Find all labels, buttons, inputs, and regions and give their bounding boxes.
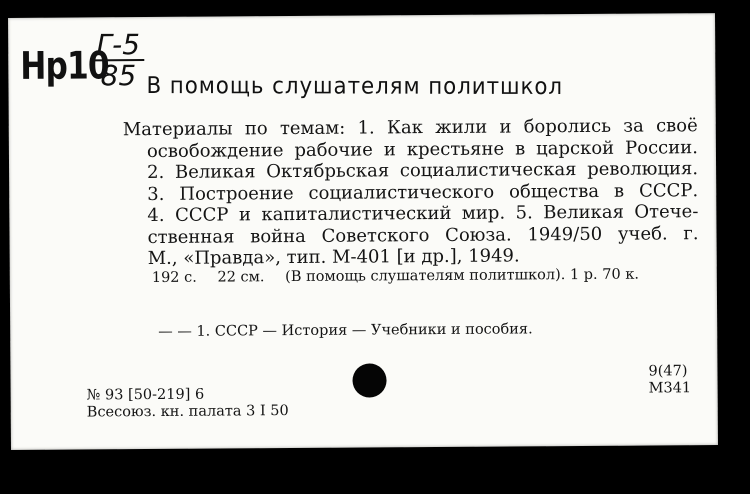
entry-line: ственная война Советского Союза. 1949/50 учеб. г. (147, 222, 699, 248)
card-punch-hole (352, 363, 386, 397)
footer-record-info (87, 386, 289, 421)
entry-line: 3. Построение социалистического общества в СССР. (147, 179, 699, 205)
subject-tracing: — — 1. СССР — История — Учебники и пособия. (158, 321, 533, 340)
record-number: № 93 [50-219] 6 (86, 386, 205, 404)
entry-line: Материалы по темам: 1. Как жили и боролись за своё (122, 115, 698, 141)
book-size: 22 см. (217, 269, 265, 286)
series-stamp: В помощь слушателям политшкол (146, 73, 564, 101)
entry-line: 4. СССР и капиталистический мир. 5. Великая Отече- (147, 201, 699, 227)
issuing-chamber: Всесоюз. кн. палата 3 I 50 (86, 403, 289, 421)
entry-line: 2. Великая Октябрьская социалистическая революция. (147, 158, 699, 184)
entry-line: освобождение рабочие и крестьяне в царской России. (146, 136, 698, 162)
classification-index: 9(47) (648, 363, 688, 380)
call-number-fraction-bottom: 85 (100, 59, 137, 93)
collation-line (152, 266, 655, 286)
call-number-fraction (92, 28, 144, 93)
call-number-prefix: Нр10 (20, 43, 109, 88)
footer-classification (648, 363, 691, 397)
catalog-card (8, 13, 718, 450)
author-mark: М341 (648, 380, 692, 397)
entry-line: М., «Правда», тип. М-401 [и др.], 1949. (147, 245, 520, 270)
page-count: 192 с. (151, 269, 197, 287)
bibliographic-entry (123, 115, 699, 270)
series-note-and-price: (В помощь слушателям политшкол). 1 р. 70 к. (285, 266, 640, 286)
call-number-fraction-top: Г-5 (92, 31, 144, 61)
